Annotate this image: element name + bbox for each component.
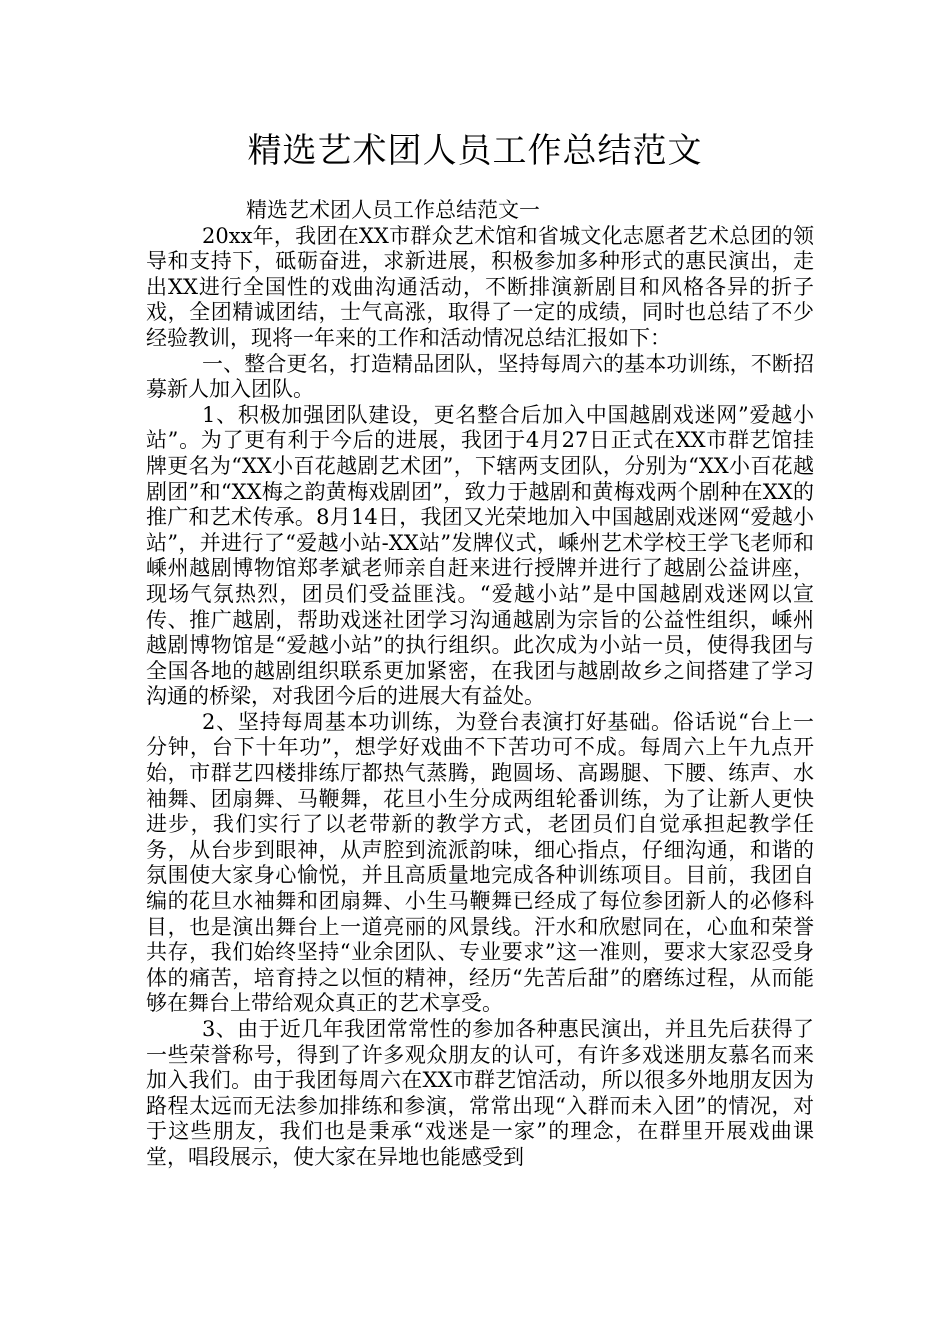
- section-subtitle: 精选艺术团人员工作总结范文一: [246, 198, 540, 222]
- paragraph-item-3: 3、由于近几年我团常常性的参加各种惠民演出，并且先后获得了一些荣誉称号，得到了许多观众朋友的认可，有许多戏迷朋友慕名而来加入我们。由于我团每周六在XX市群艺馆活动，所以很多外地朋友因为路程太远而无法参加排练和参演，常常出现“入群而未入团”的情况，对于这些朋友，我们也是秉承“戏迷是一家”的理念，在群里开展戏曲课堂，唱段展示，使大家在异地也能感受到: [146, 1017, 814, 1169]
- document-title: 精选艺术团人员工作总结范文: [247, 131, 703, 171]
- paragraph-intro: 20xx年，我团在XX市群众艺术馆和省城文化志愿者艺术总团的领导和支持下，砥砺奋进，求新进展，积极参加多种形式的惠民演出，走出XX进行全国性的戏曲沟通活动，不断排演新剧目和风格各异的折子戏，全团精诚团结，士气高涨，取得了一定的成绩，同时也总结了不少经验教训，现将一年来的工作和活动情况总结汇报如下：: [146, 223, 814, 350]
- paragraph-item-2: 2、坚持每周基本功训练，为登台表演打好基础。俗话说“台上一分钟，台下十年功”，想学好戏曲不下苦功可不成。每周六上午九点开始，市群艺四楼排练厅都热气蒸腾，跑圆场、高踢腿、下腰、练声、水袖舞、团扇舞、马鞭舞，花旦小生分成两组轮番训练，为了让新人更快进步，我们实行了以老带新的教学方式，老团员们自觉承担起教学任务，从台步到眼神，从声腔到流派韵味，细心指点，仔细沟通，和谐的氛围使大家身心愉悦，并且高质量地完成各种训练项目。目前，我团自编的花旦水袖舞和团扇舞、小生马鞭舞已经成了每位参团新人的必修科目，也是演出舞台上一道亮丽的风景线。汗水和欣慰同在，心血和荣誉共存，我们始终坚持“业余团队、专业要求”这一准则，要求大家忍受身体的痛苦，培育持之以恒的精神，经历“先苦后甜”的磨练过程，从而能够在舞台上带给观众真正的艺术享受。: [146, 709, 814, 1016]
- paragraph-item-1: 1、积极加强团队建设，更名整合后加入中国越剧戏迷网”爱越小站”。为了更有利于今后的进展，我团于4月27日正式在XX市群艺馆挂牌更名为“XX小百花越剧艺术团”，下辖两支团队，分别为“XX小百花越剧团”和“XX梅之韵黄梅戏剧团”，致力于越剧和黄梅戏两个剧种在XX的推广和艺术传承。8月14日，我团又光荣地加入中国越剧戏迷网“爱越小站”，并进行了“爱越小站-XX站”发牌仪式，嵊州艺术学校王学飞老师和嵊州越剧博物馆郑孝斌老师亲自赶来进行授牌并进行了越剧公益讲座，现场气氛热烈，团员们受益匪浅。“爱越小站”是中国越剧戏迷网以宣传、推广越剧，帮助戏迷社团学习沟通越剧为宗旨的公益性组织，嵊州越剧博物馆是“爱越小站”的执行组织。此次成为小站一员，使得我团与全国各地的越剧组织联系更加紧密，在我团与越剧故乡之间搭建了学习沟通的桥梁，对我团今后的进展大有益处。: [146, 402, 814, 709]
- paragraph-section-one-heading: 一、整合更名，打造精品团队，坚持每周六的基本功训练，不断招募新人加入团队。: [146, 351, 814, 402]
- document-body: [146, 198, 814, 1171]
